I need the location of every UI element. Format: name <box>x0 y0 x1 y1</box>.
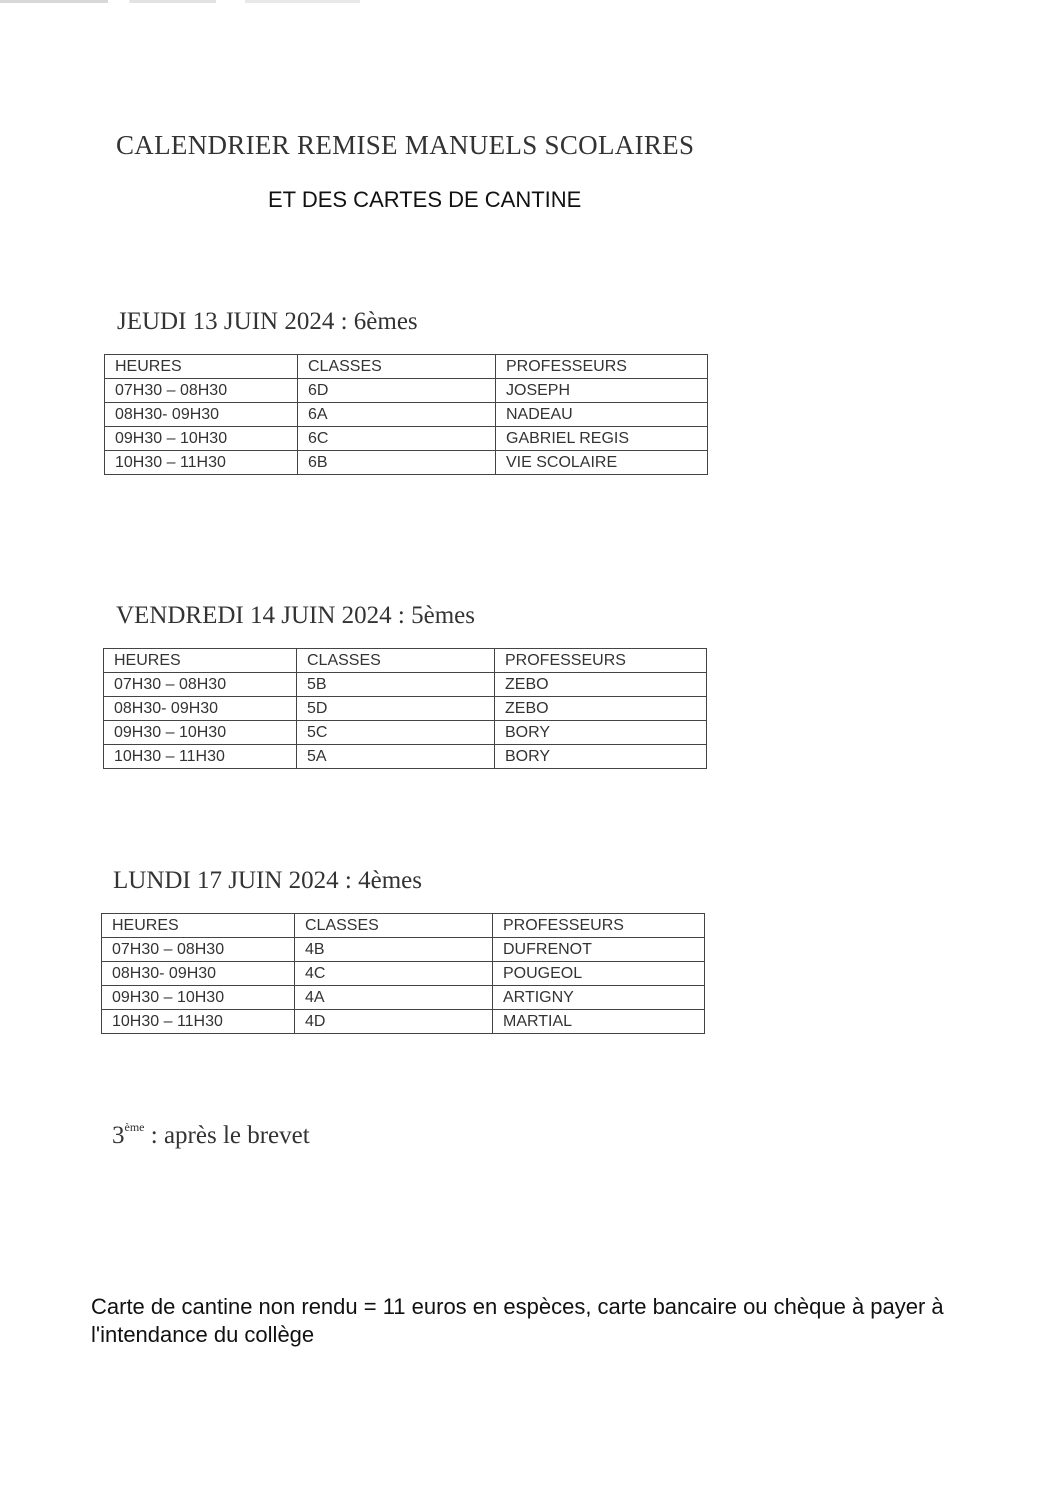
table-row <box>102 962 705 986</box>
teacher-cell: GABRIEL REGIS <box>496 427 708 451</box>
time-cell: 10H30 – 11H30 <box>104 745 297 769</box>
third-grade-note <box>112 1120 310 1150</box>
schedule-table-6emes <box>104 354 708 475</box>
class-cell: 6B <box>298 451 496 475</box>
table-row <box>105 403 708 427</box>
table-header-row <box>105 355 708 379</box>
table-row <box>104 721 707 745</box>
teacher-cell: ZEBO <box>495 673 707 697</box>
class-cell: 4D <box>295 1010 493 1034</box>
table-row <box>102 1010 705 1034</box>
table-row <box>104 673 707 697</box>
header-cell: PROFESSEURS <box>493 914 705 938</box>
table-row <box>105 379 708 403</box>
header-cell: CLASSES <box>298 355 496 379</box>
table-row <box>105 451 708 475</box>
header-cell: PROFESSEURS <box>496 355 708 379</box>
table-header-row <box>102 914 705 938</box>
table-row <box>104 745 707 769</box>
class-cell: 5D <box>297 697 495 721</box>
class-cell: 6C <box>298 427 496 451</box>
teacher-cell: MARTIAL <box>493 1010 705 1034</box>
header-cell: PROFESSEURS <box>495 649 707 673</box>
class-cell: 4B <box>295 938 493 962</box>
header-cell: HEURES <box>104 649 297 673</box>
table-header-row <box>104 649 707 673</box>
table-row <box>105 427 708 451</box>
time-cell: 09H30 – 10H30 <box>105 427 298 451</box>
time-cell: 08H30- 09H30 <box>104 697 297 721</box>
teacher-cell: VIE SCOLAIRE <box>496 451 708 475</box>
schedule-table-4emes <box>101 913 705 1034</box>
third-grade-suffix: ème <box>124 1120 145 1134</box>
class-cell: 6A <box>298 403 496 427</box>
time-cell: 09H30 – 10H30 <box>102 986 295 1010</box>
class-cell: 5A <box>297 745 495 769</box>
teacher-cell: NADEAU <box>496 403 708 427</box>
document-subtitle: ET DES CARTES DE CANTINE <box>268 187 582 212</box>
teacher-cell: ZEBO <box>495 697 707 721</box>
day-heading-monday: LUNDI 17 JUIN 2024 : 4èmes <box>113 867 422 894</box>
day-heading-friday: VENDREDI 14 JUIN 2024 : 5èmes <box>116 602 475 629</box>
table-row <box>104 697 707 721</box>
third-grade-text: : après le brevet <box>144 1122 310 1149</box>
teacher-cell: POUGEOL <box>493 962 705 986</box>
teacher-cell: BORY <box>495 745 707 769</box>
teacher-cell: ARTIGNY <box>493 986 705 1010</box>
time-cell: 08H30- 09H30 <box>102 962 295 986</box>
table-row <box>102 938 705 962</box>
teacher-cell: BORY <box>495 721 707 745</box>
class-cell: 6D <box>298 379 496 403</box>
header-cell: CLASSES <box>297 649 495 673</box>
third-grade-number: 3 <box>112 1122 125 1149</box>
time-cell: 10H30 – 11H30 <box>102 1010 295 1034</box>
time-cell: 07H30 – 08H30 <box>102 938 295 962</box>
class-cell: 5C <box>297 721 495 745</box>
table-row <box>102 986 705 1010</box>
class-cell: 4A <box>295 986 493 1010</box>
cantine-card-note: Carte de cantine non rendu = 11 euros en espèces, carte bancaire ou chèque à payer à l'intendance du collège <box>91 1294 944 1347</box>
day-heading-thursday: JEUDI 13 JUIN 2024 : 6èmes <box>117 308 418 335</box>
scan-artifact <box>0 0 360 3</box>
time-cell: 07H30 – 08H30 <box>104 673 297 697</box>
time-cell: 07H30 – 08H30 <box>105 379 298 403</box>
time-cell: 09H30 – 10H30 <box>104 721 297 745</box>
header-cell: HEURES <box>105 355 298 379</box>
header-cell: CLASSES <box>295 914 493 938</box>
header-cell: HEURES <box>102 914 295 938</box>
schedule-table-5emes <box>103 648 707 769</box>
time-cell: 10H30 – 11H30 <box>105 451 298 475</box>
document-title: CALENDRIER REMISE MANUELS SCOLAIRES <box>116 130 695 160</box>
class-cell: 4C <box>295 962 493 986</box>
time-cell: 08H30- 09H30 <box>105 403 298 427</box>
class-cell: 5B <box>297 673 495 697</box>
teacher-cell: DUFRENOT <box>493 938 705 962</box>
teacher-cell: JOSEPH <box>496 379 708 403</box>
